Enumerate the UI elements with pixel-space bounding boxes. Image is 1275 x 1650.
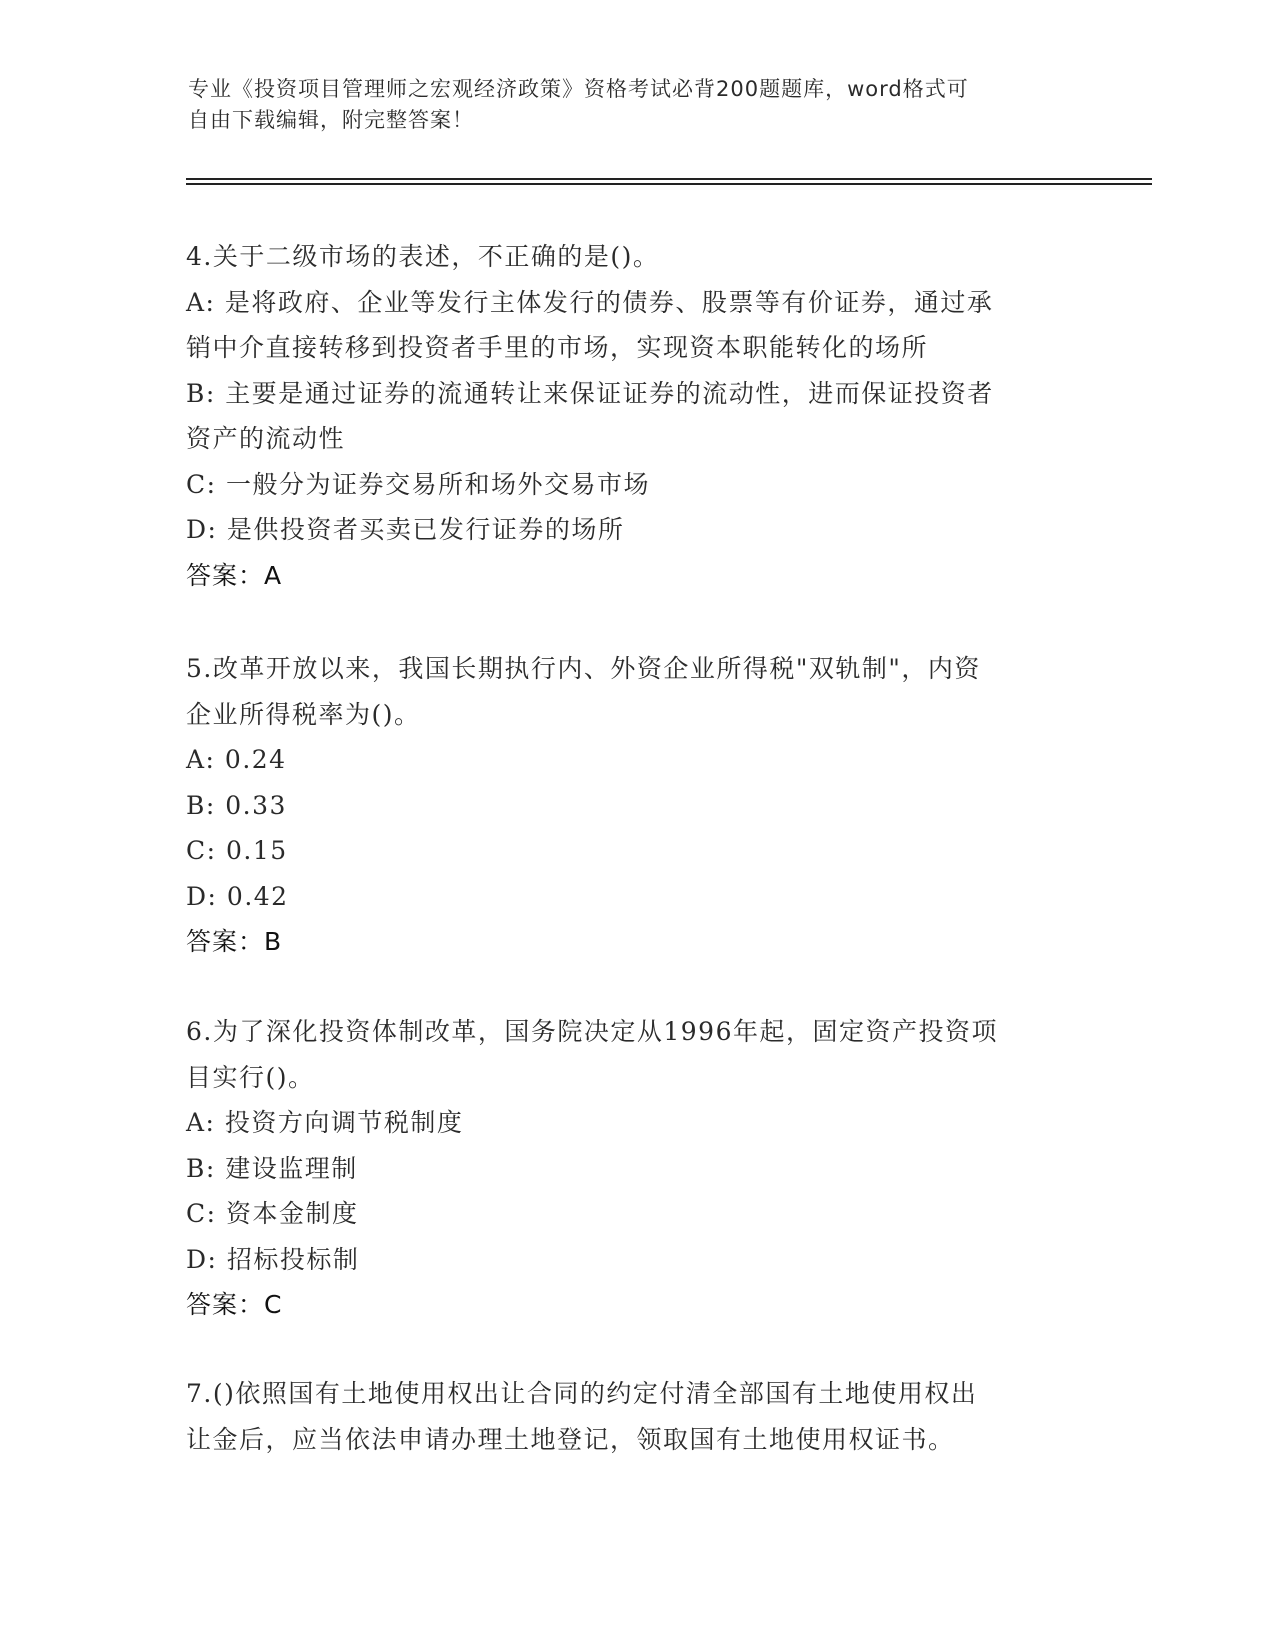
option-b: B: 主要是通过证券的流通转让来保证证券的流动性，进而保证投资者 — [186, 378, 994, 408]
answer-label: 答案：A — [186, 560, 283, 590]
option-c: C: 一般分为证券交易所和场外交易市场 — [186, 469, 650, 499]
header-title-line-1: 专业《投资项目管理师之宏观经济政策》资格考试必背200题题库，word格式可 — [188, 77, 969, 101]
answer-label: 答案：C — [186, 1290, 283, 1319]
question-4 — [186, 234, 1086, 598]
option-a-continued: 销中介直接转移到投资者手里的市场，实现资本职能转化的场所 — [186, 333, 929, 362]
option-d: D: 招标投标制 — [186, 1244, 360, 1274]
question-stem: 5.改革开放以来，我国长期执行内、外资企业所得税"双轨制"，内资 — [186, 654, 981, 683]
option-d: D: 是供投资者买卖已发行证券的场所 — [186, 515, 625, 544]
question-stem-continued: 让金后，应当依法申请办理土地登记，领取国有土地使用权证书。 — [186, 1424, 955, 1454]
question-6 — [186, 1009, 1086, 1328]
option-c: C: 0.15 — [186, 836, 288, 865]
option-b: B: 建设监理制 — [186, 1153, 358, 1183]
header-divider-bottom — [186, 183, 1152, 185]
option-d: D: 0.42 — [186, 881, 289, 911]
document-header — [188, 74, 1068, 136]
option-a: A: 投资方向调节税制度 — [186, 1108, 464, 1137]
answer-label: 答案：B — [186, 927, 283, 956]
question-stem: 6.为了深化投资体制改革，国务院决定从1996年起，固定资产投资项 — [186, 1017, 998, 1046]
option-c: C: 资本金制度 — [186, 1199, 359, 1228]
question-stem-continued: 目实行()。 — [186, 1062, 315, 1092]
option-b: B: 0.33 — [186, 790, 287, 820]
option-a: A: 0.24 — [186, 745, 287, 774]
header-title-line-2: 自由下载编辑，附完整答案！ — [188, 108, 474, 132]
question-stem: 4.关于二级市场的表述，不正确的是()。 — [186, 242, 660, 271]
option-b-continued: 资产的流动性 — [186, 424, 346, 453]
question-7 — [186, 1371, 1086, 1462]
question-5 — [186, 646, 1086, 965]
option-a: A: 是将政府、企业等发行主体发行的债券、股票等有价证券，通过承 — [186, 287, 994, 317]
question-stem: 7.()依照国有土地使用权出让合同的约定付清全部国有土地使用权出 — [186, 1379, 978, 1408]
question-stem-continued: 企业所得税率为()。 — [186, 699, 421, 729]
header-divider-top — [186, 178, 1152, 180]
